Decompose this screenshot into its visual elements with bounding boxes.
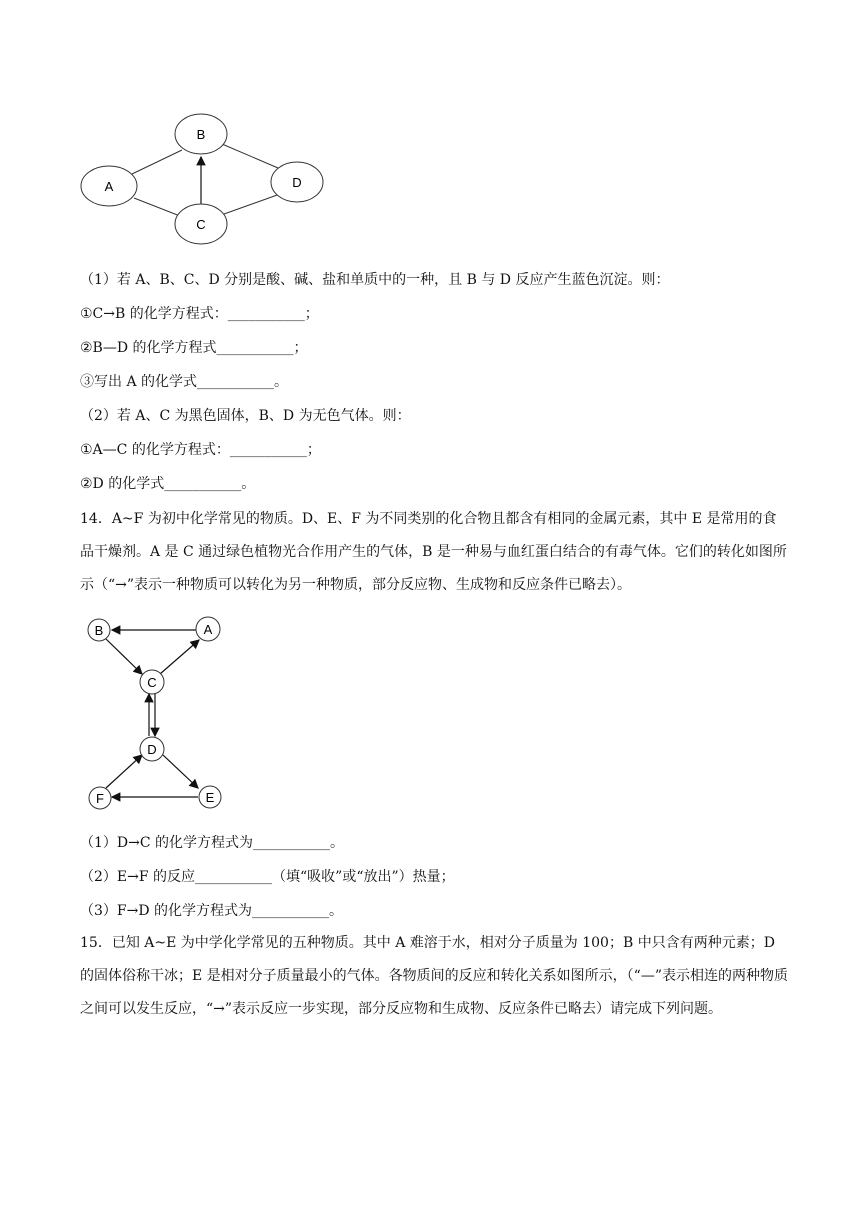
link-c-d xyxy=(224,194,280,214)
q13-line4: ①A—C 的化学方程式：___________； xyxy=(80,442,321,458)
node-b-label: B xyxy=(94,623,104,638)
q13-line3: ③写出 A 的化学式___________。 xyxy=(80,374,289,390)
node-d-label: D xyxy=(147,742,157,757)
q14-stem: 14．A~F 为初中化学常见的物质。D、E、F 为不同类别的化合物且都含有相同的金属元素，其中 E 是常用的食品干燥剂。A 是 C 通过绿色植物光合作用产生的气体，B 是一种易与血红蛋白结合的有毒气体。它们的转化如图所示（“→”表示一种物质可以转化为另一种物质，部分反应物、生成物和反应条件已略去）。 xyxy=(80,511,787,593)
node-f-label: F xyxy=(96,791,104,806)
reaction-diagram-1 xyxy=(78,112,330,246)
arrow-f-to-d xyxy=(106,755,142,788)
q13-line1: ①C→B 的化学方程式：___________； xyxy=(80,306,319,322)
node-a-label: A xyxy=(104,179,114,194)
q14-q3: （3）F→D 的化学方程式为___________。 xyxy=(80,903,344,919)
q13-part1: （1）若 A、B、C、D 分别是酸、碱、盐和单质中的一种，且 B 与 D 反应产生蓝色沉淀。则： xyxy=(80,272,670,288)
arrow-c-to-a xyxy=(160,640,199,674)
node-c-label: C xyxy=(196,217,206,232)
node-e-label: E xyxy=(205,790,215,805)
q14-q1: （1）D→C 的化学方程式为___________。 xyxy=(80,835,345,851)
node-a-label: A xyxy=(203,622,213,637)
node-b-label: B xyxy=(196,127,206,142)
q15-stem: 15．已知 A~E 为中学化学常见的五种物质。其中 A 难溶于水，相对分子质量为 100；B 中只含有两种元素；D 的固体俗称干冰；E 是相对分子质量最小的气体。各物质间的反应和转化关系如图所示，（“—”表示相连的两种物质之间可以发生反应，“→”表示反应一步实现，部分反应物和生成物、反应条件已略去）请完成下列问题。 xyxy=(80,935,788,1017)
node-d-label: D xyxy=(292,175,302,190)
q14-q2: （2）E→F 的反应___________（填“吸收”或“放出”）热量； xyxy=(80,869,455,885)
reaction-diagram-2 xyxy=(82,614,232,814)
node-c-label: C xyxy=(147,675,157,690)
q13-part2: （2）若 A、C 为黑色固体，B、D 为无色气体。则： xyxy=(80,408,411,424)
link-b-d xyxy=(222,144,278,168)
link-a-c xyxy=(134,198,180,216)
q13-line2: ②B—D 的化学方程式___________； xyxy=(80,340,308,356)
arrow-d-to-e xyxy=(163,755,198,788)
q13-line5: ②D 的化学式___________。 xyxy=(80,476,256,492)
link-a-b xyxy=(132,150,182,174)
arrow-b-to-c xyxy=(106,639,142,674)
